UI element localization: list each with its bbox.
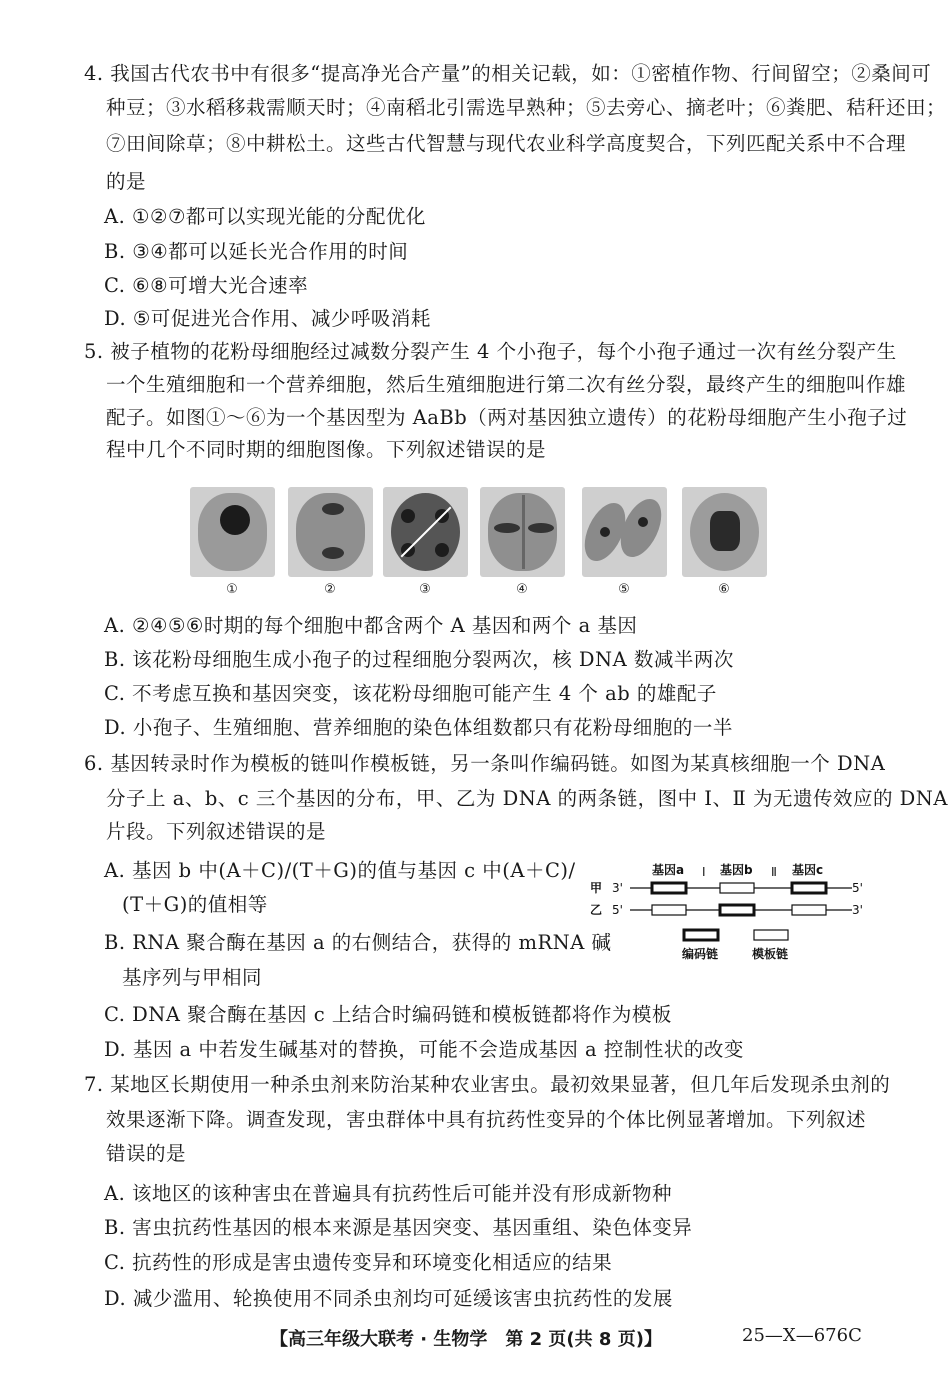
figure-label-5: ⑤ (618, 582, 630, 597)
q5-stem-line-3: 配子。如图①～⑥为一个基因型为 AaBb（两对基因独立遗传）的花粉母细胞产生小孢子过 (106, 406, 908, 429)
q7-option-c: C. 抗药性的形成是害虫遗传变异和环境变化相适应的结果 (104, 1251, 613, 1274)
figure-label-6: ⑥ (718, 582, 730, 597)
q4-option-b: B. ③④都可以延长光合作用的时间 (104, 240, 409, 263)
q4-stem-line-4: 的是 (106, 170, 147, 193)
q5-option-c: C. 不考虑互换和基因突变，该花粉母细胞可能产生 4 个 ab 的雄配子 (104, 682, 717, 705)
legend-template-label: 模板链 (752, 947, 789, 961)
dna-diagram (590, 858, 870, 968)
q7-option-b: B. 害虫抗药性基因的根本来源是基因突变、基因重组、染色体变异 (104, 1216, 693, 1239)
label-yi-left: 5' (612, 903, 623, 917)
q6-option-c: C. DNA 聚合酶在基因 c 上结合时编码链和模板链都将作为模板 (104, 1003, 672, 1026)
q6-option-a-line-2: (T＋G)的值相等 (122, 893, 268, 916)
legend-coding-label: 编码链 (682, 947, 719, 961)
micrograph-1 (190, 487, 275, 577)
figure-label-4: ④ (516, 582, 528, 597)
micrograph-4 (480, 487, 565, 577)
figure-label-2: ② (324, 582, 336, 597)
q5-option-b: B. 该花粉母细胞生成小孢子的过程细胞分裂两次，核 DNA 数减半两次 (104, 648, 734, 671)
label-jia-left: 3' (612, 881, 623, 895)
label-seg-1: Ⅰ (702, 865, 706, 879)
q5-stem-line-2: 一个生殖细胞和一个营养细胞，然后生殖细胞进行第二次有丝分裂，最终产生的细胞叫作雄 (106, 373, 907, 396)
q4-option-c: C. ⑥⑧可增大光合速率 (104, 274, 309, 297)
q6-option-b-line-2: 基序列与甲相同 (122, 966, 263, 989)
q7-stem-line-3: 错误的是 (106, 1142, 187, 1165)
figure-label-3: ③ (419, 582, 431, 597)
q6-option-d: D. 基因 a 中若发生碱基对的替换，可能不会造成基因 a 控制性状的改变 (104, 1038, 744, 1061)
label-jia-right: 5' (852, 881, 863, 895)
q6-option-a-line-1: A. 基因 b 中(A＋C)/(T＋G)的值与基因 c 中(A＋C)/ (104, 859, 576, 882)
label-gene-b: 基因b (720, 863, 753, 877)
q4-stem-line-1: 4. 我国古代农书中有很多“提高净光合产量”的相关记载，如：①密植作物、行间留空；②桑间可 (84, 62, 932, 85)
figure-label-1: ① (226, 582, 238, 597)
label-strand-yi: 乙 (590, 903, 603, 917)
q7-stem-line-1: 7. 某地区长期使用一种杀虫剂来防治某种农业害虫。最初效果显著，但几年后发现杀虫剂的 (84, 1073, 891, 1096)
q7-option-d: D. 减少滥用、轮换使用不同杀虫剂均可延缓该害虫抗药性的发展 (104, 1287, 673, 1310)
q5-option-d: D. 小孢子、生殖细胞、营养细胞的染色体组数都只有花粉母细胞的一半 (104, 716, 733, 739)
micrograph-6 (682, 487, 767, 577)
micrograph-figure (190, 487, 770, 579)
q4-stem-line-3: ⑦田间除草；⑧中耕松土。这些古代智慧与现代农业科学高度契合，下列匹配关系中不合理 (106, 132, 907, 155)
label-gene-a: 基因a (652, 863, 685, 877)
micrograph-2 (288, 487, 373, 577)
q7-option-a: A. 该地区的该种害虫在普遍具有抗药性后可能并没有形成新物种 (104, 1182, 672, 1205)
q6-stem-line-1: 6. 基因转录时作为模板的链叫作模板链，另一条叫作编码链。如图为某真核细胞一个 DNA (84, 752, 886, 775)
q4-option-d: D. ⑤可促进光合作用、减少呼吸消耗 (104, 307, 431, 330)
q5-stem-line-4: 程中几个不同时期的细胞图像。下列叙述错误的是 (106, 438, 547, 461)
q4-option-a: A. ①②⑦都可以实现光能的分配优化 (104, 205, 426, 228)
label-gene-c: 基因c (792, 863, 824, 877)
label-seg-2: Ⅱ (771, 865, 777, 879)
q5-option-a: A. ②④⑤⑥时期的每个细胞中都含两个 A 基因和两个 a 基因 (104, 614, 638, 637)
micrograph-3 (383, 487, 468, 577)
micrograph-5 (582, 487, 667, 577)
page-footer-title: 【高三年级大联考 · 生物学 第 2 页(共 8 页)】 (270, 1329, 662, 1350)
page-footer-code: 25—X—676C (742, 1325, 862, 1346)
q7-stem-line-2: 效果逐渐下降。调查发现，害虫群体中具有抗药性变异的个体比例显著增加。下列叙述 (106, 1108, 867, 1131)
q6-option-b-line-1: B. RNA 聚合酶在基因 a 的右侧结合，获得的 mRNA 碱 (104, 931, 612, 954)
q6-stem-line-2: 分子上 a、b、c 三个基因的分布，甲、乙为 DNA 的两条链，图中 Ⅰ、Ⅱ 为无遗传效应的 DNA (106, 787, 948, 810)
label-yi-right: 3' (852, 903, 863, 917)
label-strand-jia: 甲 (590, 881, 603, 895)
q6-stem-line-3: 片段。下列叙述错误的是 (106, 820, 327, 843)
q4-stem-line-2: 种豆；③水稻移栽需顺天时；④南稻北引需选早熟种；⑤去旁心、摘老叶；⑥粪肥、秸秆还田； (106, 96, 947, 119)
q5-stem-line-1: 5. 被子植物的花粉母细胞经过减数分裂产生 4 个小孢子，每个小孢子通过一次有丝分裂产生 (84, 340, 897, 363)
